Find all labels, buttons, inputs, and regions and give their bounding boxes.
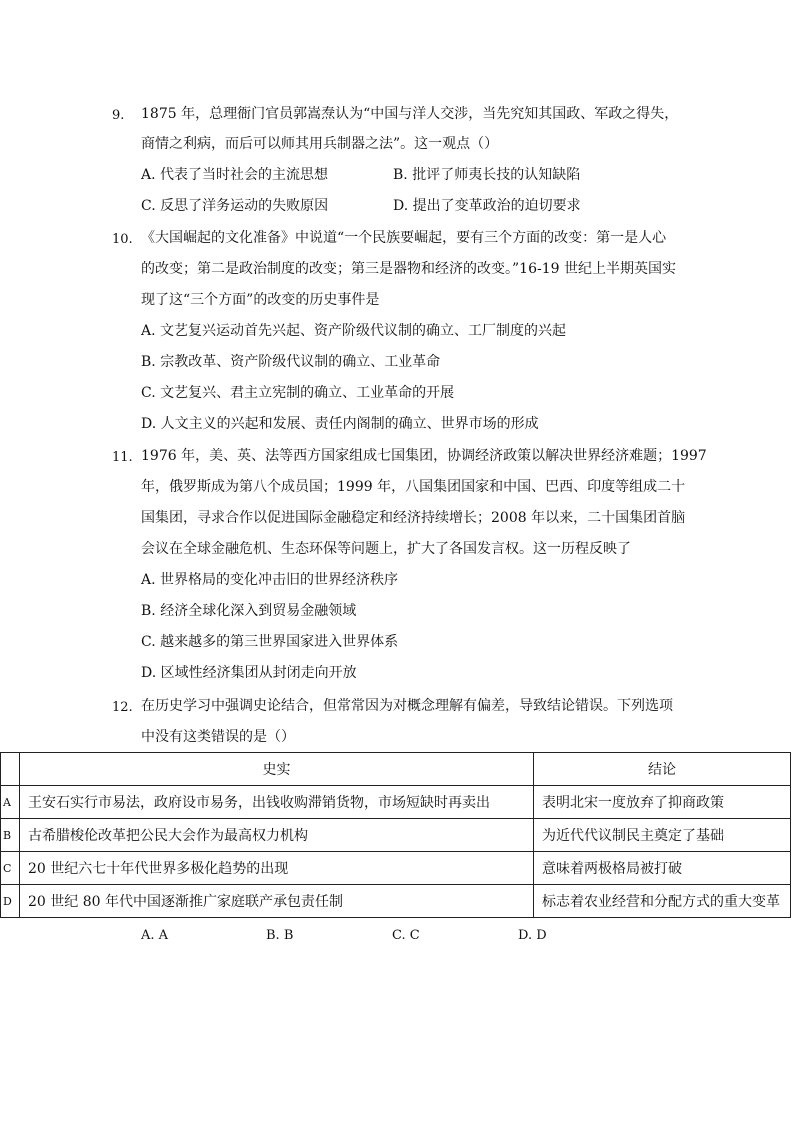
row-letter: D xyxy=(1,885,20,918)
table-row xyxy=(1,786,791,819)
table-row xyxy=(1,885,791,918)
row-conclusion: 标志着农业经营和分配方式的重大变革 xyxy=(534,885,791,918)
question-stem-line: 商情之利病，而后可以师其用兵制器之法”。这一观点（） xyxy=(141,136,499,152)
option-d: D. 区域性经济集团从封闭走向开放 xyxy=(141,665,357,681)
option-b: B. 宗教改革、资产阶级代议制的确立、工业革命 xyxy=(141,354,441,370)
option-c: C. 文艺复兴、君主立宪制的确立、工业革命的开展 xyxy=(141,385,455,401)
option-a: A. 代表了当时社会的主流思想 xyxy=(141,167,329,183)
question-stem-line: 国集团，寻求合作以促进国际金融稳定和经济持续增长；2008 年以来，二十国集团首脑 xyxy=(141,510,686,526)
header-conclusion: 结论 xyxy=(534,753,791,786)
question-stem-line: 《大国崛起的文化准备》中说道“一个民族要崛起，要有三个方面的改变：第一是人心 xyxy=(141,230,667,246)
question-number: 12. xyxy=(112,700,133,715)
row-conclusion: 意味着两极格局被打破 xyxy=(534,852,791,885)
row-fact: 20 世纪 80 年代中国逐渐推广家庭联产承包责任制 xyxy=(20,885,534,918)
answer-option-b: B. B xyxy=(266,928,294,943)
question-number: 10. xyxy=(112,232,133,247)
row-fact: 20 世纪六七十年代世界多极化趋势的出现 xyxy=(20,852,534,885)
table-row xyxy=(1,852,791,885)
question-stem-line: 在历史学习中强调史论结合，但常常因为对概念理解有偏差，导致结论错误。下列选项 xyxy=(141,698,673,714)
table-header-row xyxy=(1,753,791,786)
row-conclusion: 表明北宋一度放弃了抑商政策 xyxy=(534,786,791,819)
question-stem-line: 中没有这类错误的是（） xyxy=(141,729,295,745)
option-a: A. 文艺复兴运动首先兴起、资产阶级代议制的确立、工厂制度的兴起 xyxy=(141,323,567,339)
header-blank-cell xyxy=(1,753,20,786)
option-b: B. 经济全球化深入到贸易金融领域 xyxy=(141,603,357,619)
option-c: C. 越来越多的第三世界国家进入世界体系 xyxy=(141,634,399,650)
question-stem-line: 1976 年，美、英、法等西方国家组成七国集团，协调经济政策以解决世界经济难题；1997 xyxy=(141,448,707,464)
answer-option-d: D. D xyxy=(518,928,547,943)
header-fact: 史实 xyxy=(20,753,534,786)
option-a: A. 世界格局的变化冲击旧的世界经济秩序 xyxy=(141,572,399,588)
option-b: B. 批评了师夷长技的认知缺陷 xyxy=(393,167,581,183)
row-letter: C xyxy=(1,852,20,885)
answer-option-a: A. A xyxy=(141,928,169,943)
option-c: C. 反思了洋务运动的失败原因 xyxy=(141,198,329,214)
option-d: D. 人文主义的兴起和发展、责任内阁制的确立、世界市场的形成 xyxy=(141,416,539,432)
question-number: 9. xyxy=(112,108,125,123)
row-fact: 王安石实行市易法，政府设市易务，出钱收购滞销货物，市场短缺时再卖出 xyxy=(20,786,534,819)
question-stem-line: 会议在全球金融危机、生态环保等问题上，扩大了各国发言权。这一历程反映了 xyxy=(141,541,631,557)
fact-conclusion-table xyxy=(0,752,791,918)
row-fact: 古希腊梭伦改革把公民大会作为最高权力机构 xyxy=(20,819,534,852)
answer-option-c: C. C xyxy=(392,928,420,943)
question-stem-line: 的改变；第二是政治制度的改变；第三是器物和经济的改变。”16-19 世纪上半期英国实 xyxy=(141,261,676,277)
question-number: 11. xyxy=(112,450,133,465)
table-row xyxy=(1,819,791,852)
row-letter: B xyxy=(1,819,20,852)
row-conclusion: 为近代代议制民主奠定了基础 xyxy=(534,819,791,852)
question-stem-line: 现了这“三个方面”的改变的历史事件是 xyxy=(141,292,380,308)
question-stem-line: 年，俄罗斯成为第八个成员国；1999 年，八国集团国家和中国、巴西、印度等组成二十 xyxy=(141,479,686,495)
option-d: D. 提出了变革政治的迫切要求 xyxy=(393,198,581,214)
question-stem-line: 1875 年，总理衙门官员郭嵩焘认为“中国与洋人交涉，当先究知其国政、军政之得失， xyxy=(141,106,679,122)
row-letter: A xyxy=(1,786,20,819)
